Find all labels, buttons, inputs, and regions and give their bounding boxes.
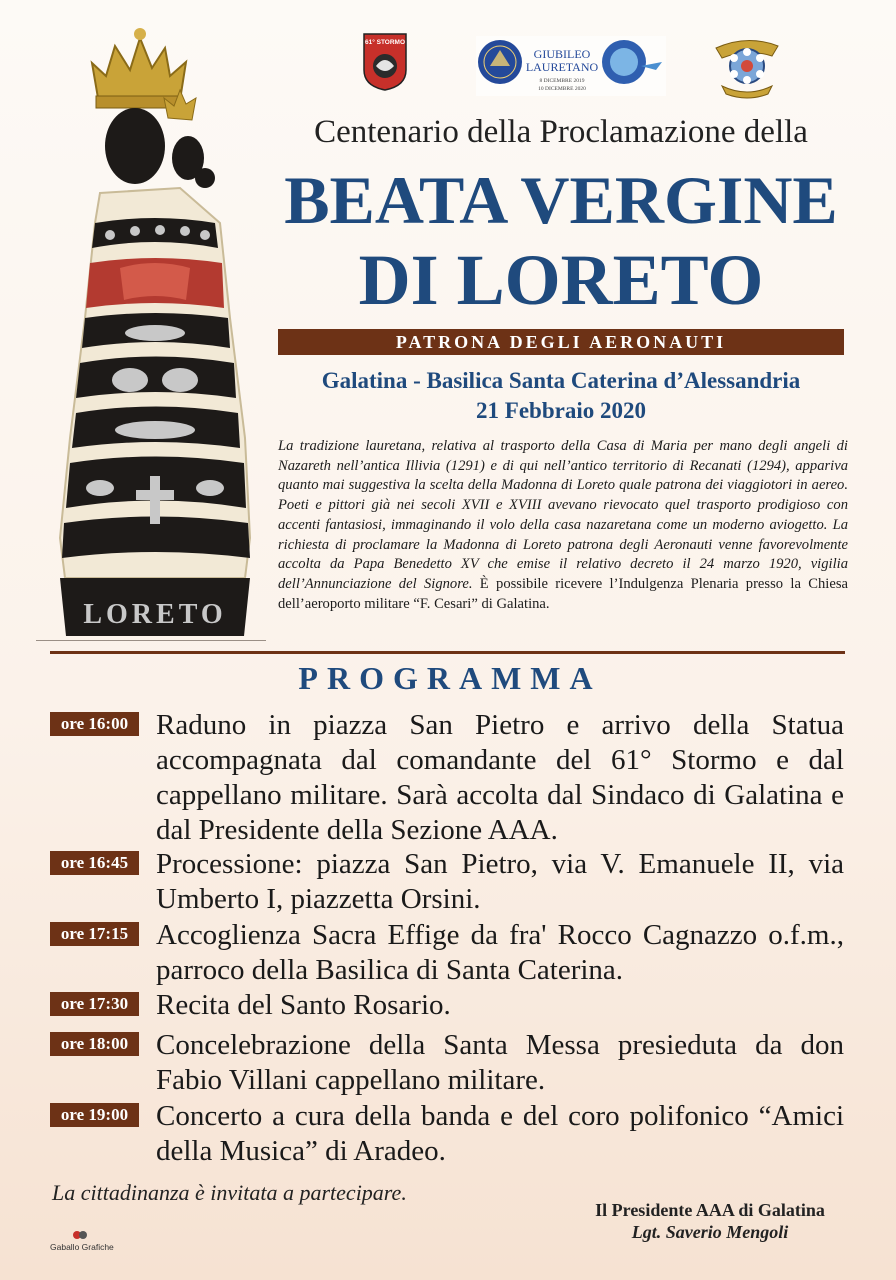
- statue-base-line: [36, 640, 266, 641]
- intro-italic-text: La tradizione lauretana, relativa al trasporto della Casa di Maria per mano degli angeli di Nazareth nell’antica Illivia (1291) e di qui nell’antico territorio di Recanati (1294), apparivа quanto mai suggestiva la scelta della Madonna di Loreto quale patrona dei viaggiotori in aereo. Poeti e pittori già nei secoli XVII e XVIII avevano rievocato quel trasporto prodigioso con accenti fantasiosi, immaginando il volo della casa nazaretana come un moderno aviogetto. La richiesta di proclamare la Madonna di Loreto patrona degli Aeronauti venne favorevolmente accolta da Papa Benedetto XV che emise il relativo decreto il 24 marzo 1920, vigilia dell’Annunciazione del Signore.: [278, 438, 848, 592]
- intro-indulgence-text: È possibile ricevere l’Indulgenza Plenaria presso la Chiesa dell’aeroporto militare “F. Cesari” di Galatina.: [278, 575, 848, 612]
- giubileo-lauretano-logo: [476, 36, 666, 96]
- aaa-association-logo: [712, 28, 782, 100]
- event-date: 21 Febbraio 2020: [476, 398, 646, 423]
- crown-icon: [92, 28, 196, 120]
- schedule-description: Raduno in piazza San Pietro e arrivo della Statua accompagnata dal comandante del 61° Stormo e dal cappellano militare. Sarà accolta dal Sindaco di Galatina e dal Presidente della Sezione AAA.: [156, 709, 844, 846]
- stormo-logo-text: 61° STORMO: [364, 39, 406, 46]
- signature-name: Lgt. Saverio Mengoli: [631, 1222, 789, 1242]
- subtitle-centenario: Centenario della Proclamazione della: [314, 114, 808, 150]
- schedule-description: Concelebrazione della Santa Messa presieduta da don Fabio Villani cappellano militare.: [156, 1029, 844, 1096]
- section-divider: [50, 651, 845, 654]
- printer-credit: [50, 1230, 130, 1260]
- intro-paragraph: [278, 437, 848, 614]
- schedule-time: ore 16:45: [50, 851, 139, 875]
- title-beata-vergine: BEATA VERGINE: [284, 162, 838, 238]
- schedule-description: Accoglienza Sacra Effige da fra' Rocco Cagnazzo o.f.m., parroco della Basilica di Santa Caterina.: [156, 919, 844, 986]
- statue-label: LORETO: [83, 599, 227, 630]
- signature-title: Il Presidente AAA di Galatina: [595, 1200, 825, 1220]
- title-di-loreto: DI LORETO: [358, 240, 764, 320]
- schedule-description: Processione: piazza San Pietro, via V. Emanuele II, via Umberto I, piazzetta Orsini.: [156, 848, 844, 915]
- event-place: Galatina - Basilica Santa Caterina d’Alessandria: [321, 368, 801, 393]
- schedule-time: ore 18:00: [50, 1032, 139, 1056]
- schedule-time: ore 19:00: [50, 1103, 139, 1127]
- patrona-banner: PATRONA DEGLI AERONAUTI: [278, 329, 844, 355]
- programma-heading: PROGRAMMA: [298, 660, 602, 696]
- madonna-statue-image: [40, 18, 265, 643]
- printer-logo-icon: [72, 1230, 88, 1240]
- closing-invitation: La cittadinanza è invitata a partecipare.: [52, 1180, 407, 1205]
- printer-credit-text: Gaballo Grafiche: [50, 1242, 114, 1252]
- schedule-description: Recita del Santo Rosario.: [156, 989, 451, 1021]
- stormo-61-logo: [360, 32, 410, 92]
- schedule-time: ore 16:00: [50, 712, 139, 736]
- giubileo-date-1: 8 DICEMBRE 2019: [539, 78, 585, 84]
- giubileo-date-2: 10 DICEMBRE 2020: [538, 86, 586, 92]
- schedule-description: Concerto a cura della banda e del coro polifonico “Amici della Musica” di Aradeo.: [156, 1100, 844, 1167]
- schedule-time: ore 17:30: [50, 992, 139, 1016]
- schedule-time: ore 17:15: [50, 922, 139, 946]
- giubileo-title-1: GIUBILEO: [533, 47, 591, 61]
- giubileo-title-2: LAURETANO: [525, 60, 599, 74]
